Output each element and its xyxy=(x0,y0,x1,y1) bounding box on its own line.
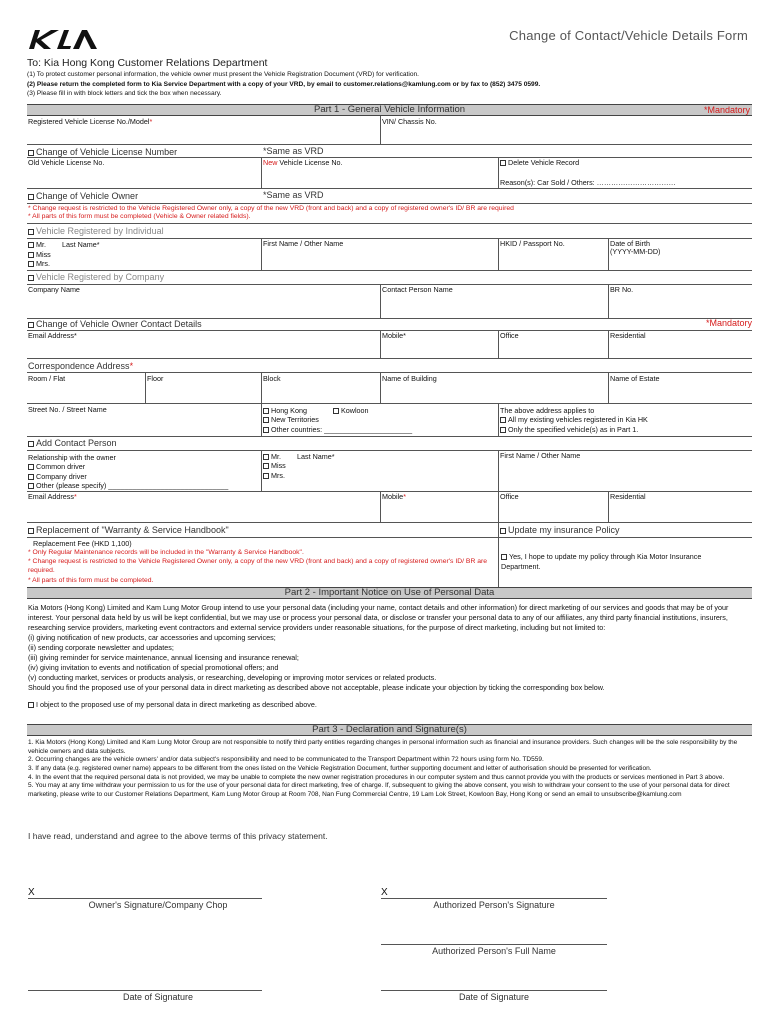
dob-text-1: Date of Birth xyxy=(610,239,650,248)
miss-option[interactable] xyxy=(28,250,100,260)
other-relationship-option[interactable] xyxy=(28,481,228,490)
add-contact-title[interactable] xyxy=(28,438,117,448)
contact-mandatory: *Mandatory xyxy=(705,318,752,328)
part2-item-5: (v) conducting market, services or products analysis, or researching, developing or improving motor services or related products. xyxy=(28,672,437,682)
mrs-checkbox[interactable] xyxy=(28,261,34,267)
warranty-title-text: Replacement of "Warranty & Service Handbook" xyxy=(36,525,229,535)
company-name-label: Company Name xyxy=(28,285,80,294)
individual-checkbox[interactable] xyxy=(28,229,34,235)
agree-statement: I have read, understand and agree to the above terms of this privacy statement. xyxy=(28,831,328,841)
company-title[interactable] xyxy=(28,272,164,282)
dob-label xyxy=(610,240,660,257)
room-label: Room / Flat xyxy=(28,374,66,383)
first-name-label: First Name / Other Name xyxy=(263,239,344,248)
contact-first-name-label: First Name / Other Name xyxy=(500,451,581,460)
mobile-label: Mobile* xyxy=(382,331,406,340)
relationship-label: Relationship with the owner xyxy=(28,453,116,462)
contact-email-star: * xyxy=(73,492,77,501)
contact-miss-checkbox[interactable] xyxy=(263,463,269,469)
estate-label: Name of Estate xyxy=(610,374,660,383)
hk-option[interactable] xyxy=(263,406,307,415)
company-text: Vehicle Registered by Company xyxy=(36,272,165,282)
mr-checkbox[interactable] xyxy=(28,242,34,248)
br-label: BR No. xyxy=(610,285,634,294)
old-license-label: Old Vehicle License No. xyxy=(28,158,105,167)
note-1: (1) To protect customer personal information, the vehicle owner must present the Vehicle Registration Document (VRD) for verification. xyxy=(27,71,420,78)
part2-paragraph: Kia Motors (Hong Kong) Limited and Kam Lung Motor Group intend to use your personal data (including your name, contact details and other information) for direct marketing of our services and goods that may be of your interest. Your personal data held by us will be kept confidential, but we may use or process your personal data, or disclose or transfer your personal data to any of our affiliates, any third party financial institutions, insurers, researching service providers, marketing event contractors and external service providers under reasonable situations, for the purpose of direct marketing, including but not limited to: xyxy=(28,603,729,632)
part2-item-1: (i) giving notification of new products, car accessories and upcoming services; xyxy=(28,632,276,642)
insurance-title[interactable] xyxy=(500,525,620,535)
contact-mrs-option[interactable] xyxy=(263,471,335,480)
auth-date-label: Date of Signature xyxy=(458,992,530,1002)
owner-signature-label: Owner's Signature/Company Chop xyxy=(88,900,228,910)
reg-label-star: * xyxy=(149,117,153,126)
contact-miss-option[interactable] xyxy=(263,461,335,470)
license-same-vrd: *Same as VRD xyxy=(263,146,324,156)
contact-mobile-star: * xyxy=(403,492,406,501)
license-checkbox[interactable] xyxy=(28,150,34,156)
contact-section-title[interactable] xyxy=(28,319,202,329)
company-checkbox[interactable] xyxy=(28,275,34,281)
reg-label xyxy=(28,118,152,126)
hk-text: Hong Kong xyxy=(271,406,307,415)
specified-checkbox[interactable] xyxy=(500,427,506,433)
contact-mrs-text: Mrs. xyxy=(271,470,285,480)
part2-item-4: (iv) giving invitation to events and notification of special promotional offers; and xyxy=(28,662,279,672)
miss-checkbox[interactable] xyxy=(28,252,34,258)
note-3: (3) Please fill in with block letters and tick the box when necessary. xyxy=(27,90,222,98)
applies-label: The above address applies to xyxy=(500,406,595,415)
warranty-checkbox[interactable] xyxy=(28,528,34,534)
owner-notice-2: * All parts of this form must be completed (Vehicle & Owner related fields). xyxy=(28,213,251,220)
common-driver-text: Common driver xyxy=(36,462,86,472)
auth-signature-line[interactable] xyxy=(381,898,607,899)
part2-item-2: (ii) sending corporate newsletter and updates; xyxy=(28,642,174,652)
warranty-notes xyxy=(28,548,493,585)
auth-signature-label: Authorized Person's Signature xyxy=(433,900,555,910)
owner-title-text: Change of Vehicle Owner xyxy=(36,191,139,201)
part1-title: Part 1 - General Vehicle Information xyxy=(313,104,466,115)
declaration-2: 2. Occurring changes are the vehicle owners' and/or data subject's responsibility and need to be communicated to the Transport Department within 72 hours using form No. TD559. xyxy=(28,756,544,764)
kia-logo-icon xyxy=(27,27,99,51)
auth-name-line[interactable] xyxy=(381,944,607,945)
warranty-note-2: * Change request is restricted to the Vehicle Registered Owner only, a copy of the new VRD (front and back) and a copy of registered owner's ID/ BR are required. xyxy=(28,558,488,575)
warranty-note-3: * All parts of this form must be completed. xyxy=(28,576,154,584)
object-text: I object to the proposed use of my personal data in direct marketing as described above. xyxy=(36,700,317,710)
insurance-title-text: Update my insurance Policy xyxy=(508,525,620,535)
nt-option[interactable] xyxy=(263,415,412,424)
floor-label: Floor xyxy=(147,374,164,383)
note-2: (2) Please return the completed form to Kia Service Department with a copy of your VRD, by email to customer.relations@kamlung.com or by fax to (852) 3475 0599. xyxy=(27,80,541,88)
owner-sig-x: X xyxy=(28,887,35,898)
kowloon-option[interactable] xyxy=(333,406,369,415)
intro-notes xyxy=(27,70,747,99)
owner-date-label: Date of Signature xyxy=(122,992,194,1002)
contact-checkbox[interactable] xyxy=(28,322,34,328)
common-driver-checkbox[interactable] xyxy=(28,464,34,470)
mr-text: Mr. xyxy=(36,240,46,249)
email-label: Email Address* xyxy=(28,331,77,340)
other-country-checkbox[interactable] xyxy=(263,427,269,433)
auth-name-label: Authorized Person's Full Name xyxy=(432,946,556,956)
individual-title[interactable] xyxy=(28,226,164,236)
contact-miss-text: Miss xyxy=(271,461,286,471)
dob-text-2: (YYYY-MM-DD) xyxy=(610,247,661,257)
all-vehicles-text: All my existing vehicles registered in Kia HK xyxy=(508,415,648,425)
company-driver-option[interactable] xyxy=(28,472,228,481)
address-title xyxy=(28,361,133,371)
new-rest: Vehicle License No. xyxy=(277,158,343,167)
part2-item-3: (iii) giving reminder for service maintenance, annual licensing and insurance renewal; xyxy=(28,652,299,662)
declaration-1: 1. Kia Motors (Hong Kong) Limited and Kam Lung Motor Group are not responsible to notify third party entities regarding changes in personal information such as financial and insurance providers. Such changes will be the sole responsibility by the vehicle owners and data subjects. xyxy=(28,739,738,755)
kia-logo xyxy=(27,27,99,51)
mrs-option[interactable] xyxy=(28,259,100,269)
hk-checkbox[interactable] xyxy=(263,408,269,414)
specified-option[interactable] xyxy=(500,425,648,434)
address-star: * xyxy=(129,361,134,371)
contact-title-text: Change of Vehicle Owner Contact Details xyxy=(36,319,202,329)
insurance-option[interactable] xyxy=(501,552,741,571)
applies-options xyxy=(500,406,648,434)
contact-email-text: Email Address xyxy=(28,492,74,501)
owner-title-options xyxy=(28,240,100,269)
last-name-label: Last Name* xyxy=(61,240,100,249)
mrs-text: Mrs. xyxy=(36,259,50,269)
other-country-text: Other countries: ______________________ xyxy=(271,424,413,434)
building-label: Name of Building xyxy=(382,374,437,383)
delete-text: Delete Vehicle Record xyxy=(508,158,580,167)
region-options xyxy=(263,406,412,434)
miss-text: Miss xyxy=(36,249,51,259)
contact-mr-text: Mr. xyxy=(271,452,281,461)
contact-person-label: Contact Person Name xyxy=(382,285,453,294)
declaration-5: 5. You may at any time withdraw your permission to us for the use of your personal data for direct marketing, free of charge. If, subsequent to giving the above consent, you wish to withdraw your consent to the use of your personal data for direct marketing, please write to our Customer Relations Department, Kam Lung Motor Group at Room 708, Nan Fung Commercial Centre, 19 Lam Lok Street, Kowloon Bay, Hong Kong or send an email to unsubscribe@kamlung.com xyxy=(28,782,730,798)
all-vehicles-checkbox[interactable] xyxy=(500,417,506,423)
contact-mobile-text: Mobile xyxy=(382,492,404,501)
delete-checkbox[interactable] xyxy=(500,160,506,166)
warranty-note-1: * Only Regular Maintenance records will be included in the "Warranty & Service Handbook". xyxy=(28,549,304,556)
new-word: New xyxy=(263,158,278,167)
owner-notice-1: * Change request is restricted to the Vehicle Registered Owner only, a copy of the new VRD (front and back) and a copy of registered owner's ID/ BR are required xyxy=(28,205,514,212)
kowloon-checkbox[interactable] xyxy=(333,408,339,414)
mr-option[interactable] xyxy=(28,240,100,250)
contact-mrs-checkbox[interactable] xyxy=(263,473,269,479)
object-option[interactable] xyxy=(28,700,750,710)
individual-text: Vehicle Registered by Individual xyxy=(36,226,164,236)
form-title: Change of Contact/Vehicle Details Form xyxy=(509,28,748,43)
insurance-checkbox[interactable] xyxy=(500,528,506,534)
contact-email-label xyxy=(28,493,77,501)
relationship-options xyxy=(28,453,228,490)
declaration-4: 4. In the event that the required personal data is not provided, we may be unable to complete the new owner registration procedures in our computer system and thus cannot provide you with the products or services mentioned in Part 3 above. xyxy=(28,773,725,781)
reason-label: Reason(s): Car Sold / Others: …………………………… xyxy=(500,178,676,187)
to-line: To: Kia Hong Kong Customer Relations Department xyxy=(27,57,268,69)
office-label: Office xyxy=(500,331,519,340)
owner-signature-line[interactable] xyxy=(28,898,262,899)
delete-record[interactable] xyxy=(500,159,579,167)
owner-checkbox[interactable] xyxy=(28,194,34,200)
owner-same-vrd: *Same as VRD xyxy=(263,190,324,200)
contact-mobile-label xyxy=(382,493,406,501)
residential-label: Residential xyxy=(610,331,646,340)
insurance-yes-text: Yes, I hope to update my policy through Kia Motor Insurance Department. xyxy=(501,552,702,571)
other-relationship-text: Other (please specify) ______________________________ xyxy=(36,481,229,491)
owner-section-title[interactable] xyxy=(28,191,138,201)
auth-sig-x: X xyxy=(381,887,388,898)
part1-header xyxy=(27,104,752,116)
reg-label-text: Registered Vehicle License No./Model xyxy=(28,117,150,126)
block-label: Block xyxy=(263,374,281,383)
contact-mr-option[interactable] xyxy=(263,452,335,461)
contact-office-label: Office xyxy=(500,492,519,501)
warranty-title[interactable] xyxy=(28,525,229,535)
vin-label: VIN/ Chassis No. xyxy=(382,117,437,126)
add-contact-checkbox[interactable] xyxy=(28,441,34,447)
contact-residential-label: Residential xyxy=(610,492,646,501)
contact-title-options xyxy=(263,452,335,480)
add-contact-text: Add Contact Person xyxy=(36,438,117,448)
part2-header: Part 2 - Important Notice on Use of Personal Data xyxy=(27,587,752,599)
street-label: Street No. / Street Name xyxy=(28,405,107,414)
company-driver-text: Company driver xyxy=(36,471,87,481)
specified-text: Only the specified vehicle(s) as in Part 1. xyxy=(508,424,639,434)
part3-header: Part 3 - Declaration and Signature(s) xyxy=(27,724,752,736)
common-driver-option[interactable] xyxy=(28,462,228,471)
other-country-option[interactable] xyxy=(263,425,412,434)
auth-date-line[interactable] xyxy=(381,990,607,991)
all-vehicles-option[interactable] xyxy=(500,415,648,424)
new-license-label xyxy=(263,159,343,167)
nt-checkbox[interactable] xyxy=(263,417,269,423)
part2-body xyxy=(28,603,750,710)
address-title-text: Correspondence Address xyxy=(28,361,130,371)
contact-mr-checkbox[interactable] xyxy=(263,454,269,460)
hkid-label: HKID / Passport No. xyxy=(500,239,565,248)
declaration-3: 3. If any data (e.g. registered owner name) appears to be different from the ones listed on the Vehicle Registration Document, further supporting document and letter of authorisation should be presented for verification. xyxy=(28,764,652,772)
warranty-fee: Replacement Fee (HKD 1,100) xyxy=(33,539,132,548)
kowloon-text: Kowloon xyxy=(340,406,369,415)
owner-date-line[interactable] xyxy=(28,990,262,991)
insurance-yes-checkbox[interactable] xyxy=(501,554,507,560)
company-driver-checkbox[interactable] xyxy=(28,474,34,480)
part3-items xyxy=(28,739,750,799)
mandatory-label: *Mandatory xyxy=(703,105,750,115)
contact-last-name-label: Last Name* xyxy=(296,452,335,461)
license-title-text: Change of Vehicle License Number xyxy=(36,147,178,157)
other-relationship-checkbox[interactable] xyxy=(28,483,34,489)
part2-objection: Should you find the proposed use of your personal data in direct marketing as described above not acceptable, please indicate your objection by ticking the corresponding box below. xyxy=(28,682,605,692)
nt-text: New Territories xyxy=(271,415,319,425)
object-checkbox[interactable] xyxy=(28,702,34,708)
license-section-title[interactable] xyxy=(28,147,177,157)
